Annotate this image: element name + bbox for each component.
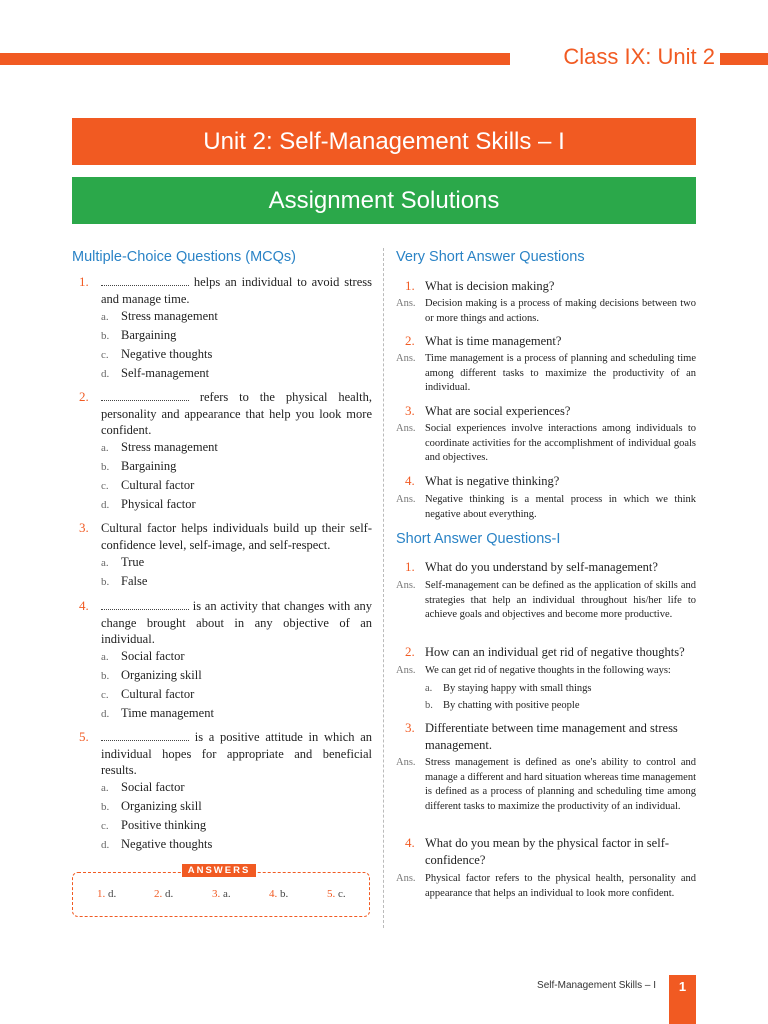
question-text: How can an individual get rid of negative thoughts? bbox=[425, 645, 685, 659]
ans-label: Ans. bbox=[396, 580, 416, 591]
answer-text: Negative thinking is a mental process in which we think negative about everything. bbox=[425, 494, 696, 520]
question-text: helps an individual to avoid stress and manage time. bbox=[101, 275, 372, 306]
answer-text: Time management is a process of planning and scheduling time among different tasks to maximize the productivity of an individual. bbox=[425, 353, 696, 393]
vsa-heading: Very Short Answer Questions bbox=[396, 249, 585, 265]
answer-subpoint: a. By staying happy with small things bbox=[425, 683, 592, 694]
question-text: Differentiate between time management and stress management. bbox=[425, 721, 678, 752]
question-text: What is decision making? bbox=[425, 279, 555, 293]
answer-text: Decision making is a process of making decisions between two or more things and actions. bbox=[425, 298, 696, 324]
question-text: What is time management? bbox=[425, 334, 562, 348]
sa-answer-1 bbox=[396, 579, 696, 623]
sa-answer-2 bbox=[396, 664, 696, 679]
answer-item: 1. d. bbox=[97, 888, 117, 900]
sa-question-3 bbox=[405, 720, 696, 753]
vsa-answer-4 bbox=[396, 493, 696, 522]
question-number: 3. bbox=[405, 403, 415, 418]
answer-item: 3. a. bbox=[212, 888, 231, 900]
answer-item: 5. c. bbox=[327, 888, 346, 900]
question-number: 3. bbox=[405, 720, 415, 735]
mcq-option: b. Bargaining bbox=[101, 459, 177, 473]
column-divider bbox=[383, 248, 384, 928]
question-number: 2. bbox=[79, 389, 89, 404]
mcq-question-2 bbox=[79, 389, 372, 439]
mcq-option: c. Cultural factor bbox=[101, 478, 195, 492]
vsa-question-1 bbox=[405, 278, 696, 295]
fill-blank bbox=[101, 600, 189, 610]
question-text: What do you mean by the physical factor in self-confidence? bbox=[425, 836, 670, 867]
ans-label: Ans. bbox=[396, 665, 416, 676]
answer-item: 4. b. bbox=[269, 888, 289, 900]
question-number: 4. bbox=[405, 835, 415, 850]
question-number: 2. bbox=[405, 644, 415, 659]
ans-label: Ans. bbox=[396, 298, 416, 309]
answer-text: Social experiences involve interactions among individuals to coordinate activities for the accomplishment of individual goals and objectives. bbox=[425, 423, 696, 463]
header-bar-left bbox=[0, 53, 510, 65]
sa-answer-4 bbox=[396, 872, 696, 901]
mcq-heading: Multiple-Choice Questions (MCQs) bbox=[72, 249, 297, 265]
answer-item: 2. d. bbox=[154, 888, 174, 900]
sa-question-2 bbox=[405, 644, 696, 661]
mcq-question-3 bbox=[79, 520, 372, 553]
mcq-option: a. Stress management bbox=[101, 440, 218, 454]
vsa-question-3 bbox=[405, 403, 696, 420]
sa-question-4 bbox=[405, 835, 696, 868]
mcq-option: a. Social factor bbox=[101, 649, 185, 663]
question-text: What are social experiences? bbox=[425, 404, 571, 418]
ans-label: Ans. bbox=[396, 757, 416, 768]
header-bar-right bbox=[720, 53, 768, 65]
fill-blank bbox=[101, 276, 189, 286]
vsa-answer-3 bbox=[396, 422, 696, 466]
mcq-question-5 bbox=[79, 729, 373, 779]
answers-title: ANSWERS bbox=[182, 864, 256, 877]
mcq-question-1 bbox=[79, 274, 372, 307]
question-number: 1. bbox=[405, 559, 415, 574]
mcq-option: a. True bbox=[101, 555, 145, 569]
question-number: 2. bbox=[405, 333, 415, 348]
sa-heading: Short Answer Questions-I bbox=[396, 531, 561, 547]
question-number: 3. bbox=[79, 520, 89, 535]
mcq-option: c. Cultural factor bbox=[101, 687, 195, 701]
answer-text: We can get rid of negative thoughts in the following ways: bbox=[425, 665, 671, 676]
answer-text: Stress management is defined as one's ability to control and manage a different and hard situation whereas time management is defined as a process of planning and scheduling time among different tasks to maximize the productivity of an individual. bbox=[425, 757, 696, 812]
question-text: refers to the physical health, personality and appearance that help you look more confident. bbox=[101, 390, 372, 437]
section-title: Assignment Solutions bbox=[72, 177, 696, 224]
mcq-option: d. Self-management bbox=[101, 366, 210, 380]
answer-text: Self-management can be defined as the application of skills and strategies that help an individual throughout his/her life to achieve goals and objectives and become more productive. bbox=[425, 580, 696, 620]
question-number: 1. bbox=[79, 274, 89, 289]
vsa-answer-2 bbox=[396, 352, 696, 396]
mcq-question-4 bbox=[79, 598, 372, 648]
ans-label: Ans. bbox=[396, 873, 416, 884]
question-number: 4. bbox=[79, 598, 89, 613]
class-label: Class IX: Unit 2 bbox=[563, 44, 715, 69]
mcq-option: c. Positive thinking bbox=[101, 818, 207, 832]
mcq-option: c. Negative thoughts bbox=[101, 347, 213, 361]
sa-answer-3 bbox=[396, 756, 696, 814]
ans-label: Ans. bbox=[396, 423, 416, 434]
mcq-option: b. False bbox=[101, 574, 148, 588]
page-number: 1 bbox=[669, 975, 696, 1024]
question-number: 1. bbox=[405, 278, 415, 293]
mcq-option: d. Negative thoughts bbox=[101, 837, 213, 851]
sa-question-1 bbox=[405, 559, 696, 576]
vsa-question-2 bbox=[405, 333, 696, 350]
mcq-option: a. Stress management bbox=[101, 309, 218, 323]
vsa-answer-1 bbox=[396, 297, 696, 326]
vsa-question-4 bbox=[405, 473, 696, 490]
mcq-option: a. Social factor bbox=[101, 780, 185, 794]
question-text: is a positive attitude in which an individual hopes for appropriate and beneficial results. bbox=[101, 730, 373, 777]
mcq-option: b. Organizing skill bbox=[101, 799, 202, 813]
mcq-option: d. Time management bbox=[101, 706, 214, 720]
question-number: 4. bbox=[405, 473, 415, 488]
question-text: Cultural factor helps individuals build up their self-confidence level, self-image, and self-respect. bbox=[101, 521, 372, 552]
ans-label: Ans. bbox=[396, 494, 416, 505]
footer-title: Self-Management Skills – I bbox=[537, 980, 656, 991]
question-text: is an activity that changes with any change brought about in any objective of an individual. bbox=[101, 599, 372, 646]
mcq-option: b. Organizing skill bbox=[101, 668, 202, 682]
mcq-option: b. Bargaining bbox=[101, 328, 177, 342]
mcq-option: d. Physical factor bbox=[101, 497, 196, 511]
unit-title: Unit 2: Self-Management Skills – I bbox=[72, 118, 696, 165]
answer-text: Physical factor refers to the physical health, personality and appearance that helps an individual to look more confident. bbox=[425, 873, 696, 899]
fill-blank bbox=[101, 391, 189, 401]
ans-label: Ans. bbox=[396, 353, 416, 364]
question-number: 5. bbox=[79, 729, 89, 744]
question-text: What do you understand by self-management? bbox=[425, 560, 658, 574]
answer-subpoint: b. By chatting with positive people bbox=[425, 700, 580, 711]
question-text: What is negative thinking? bbox=[425, 474, 560, 488]
fill-blank bbox=[101, 731, 189, 741]
